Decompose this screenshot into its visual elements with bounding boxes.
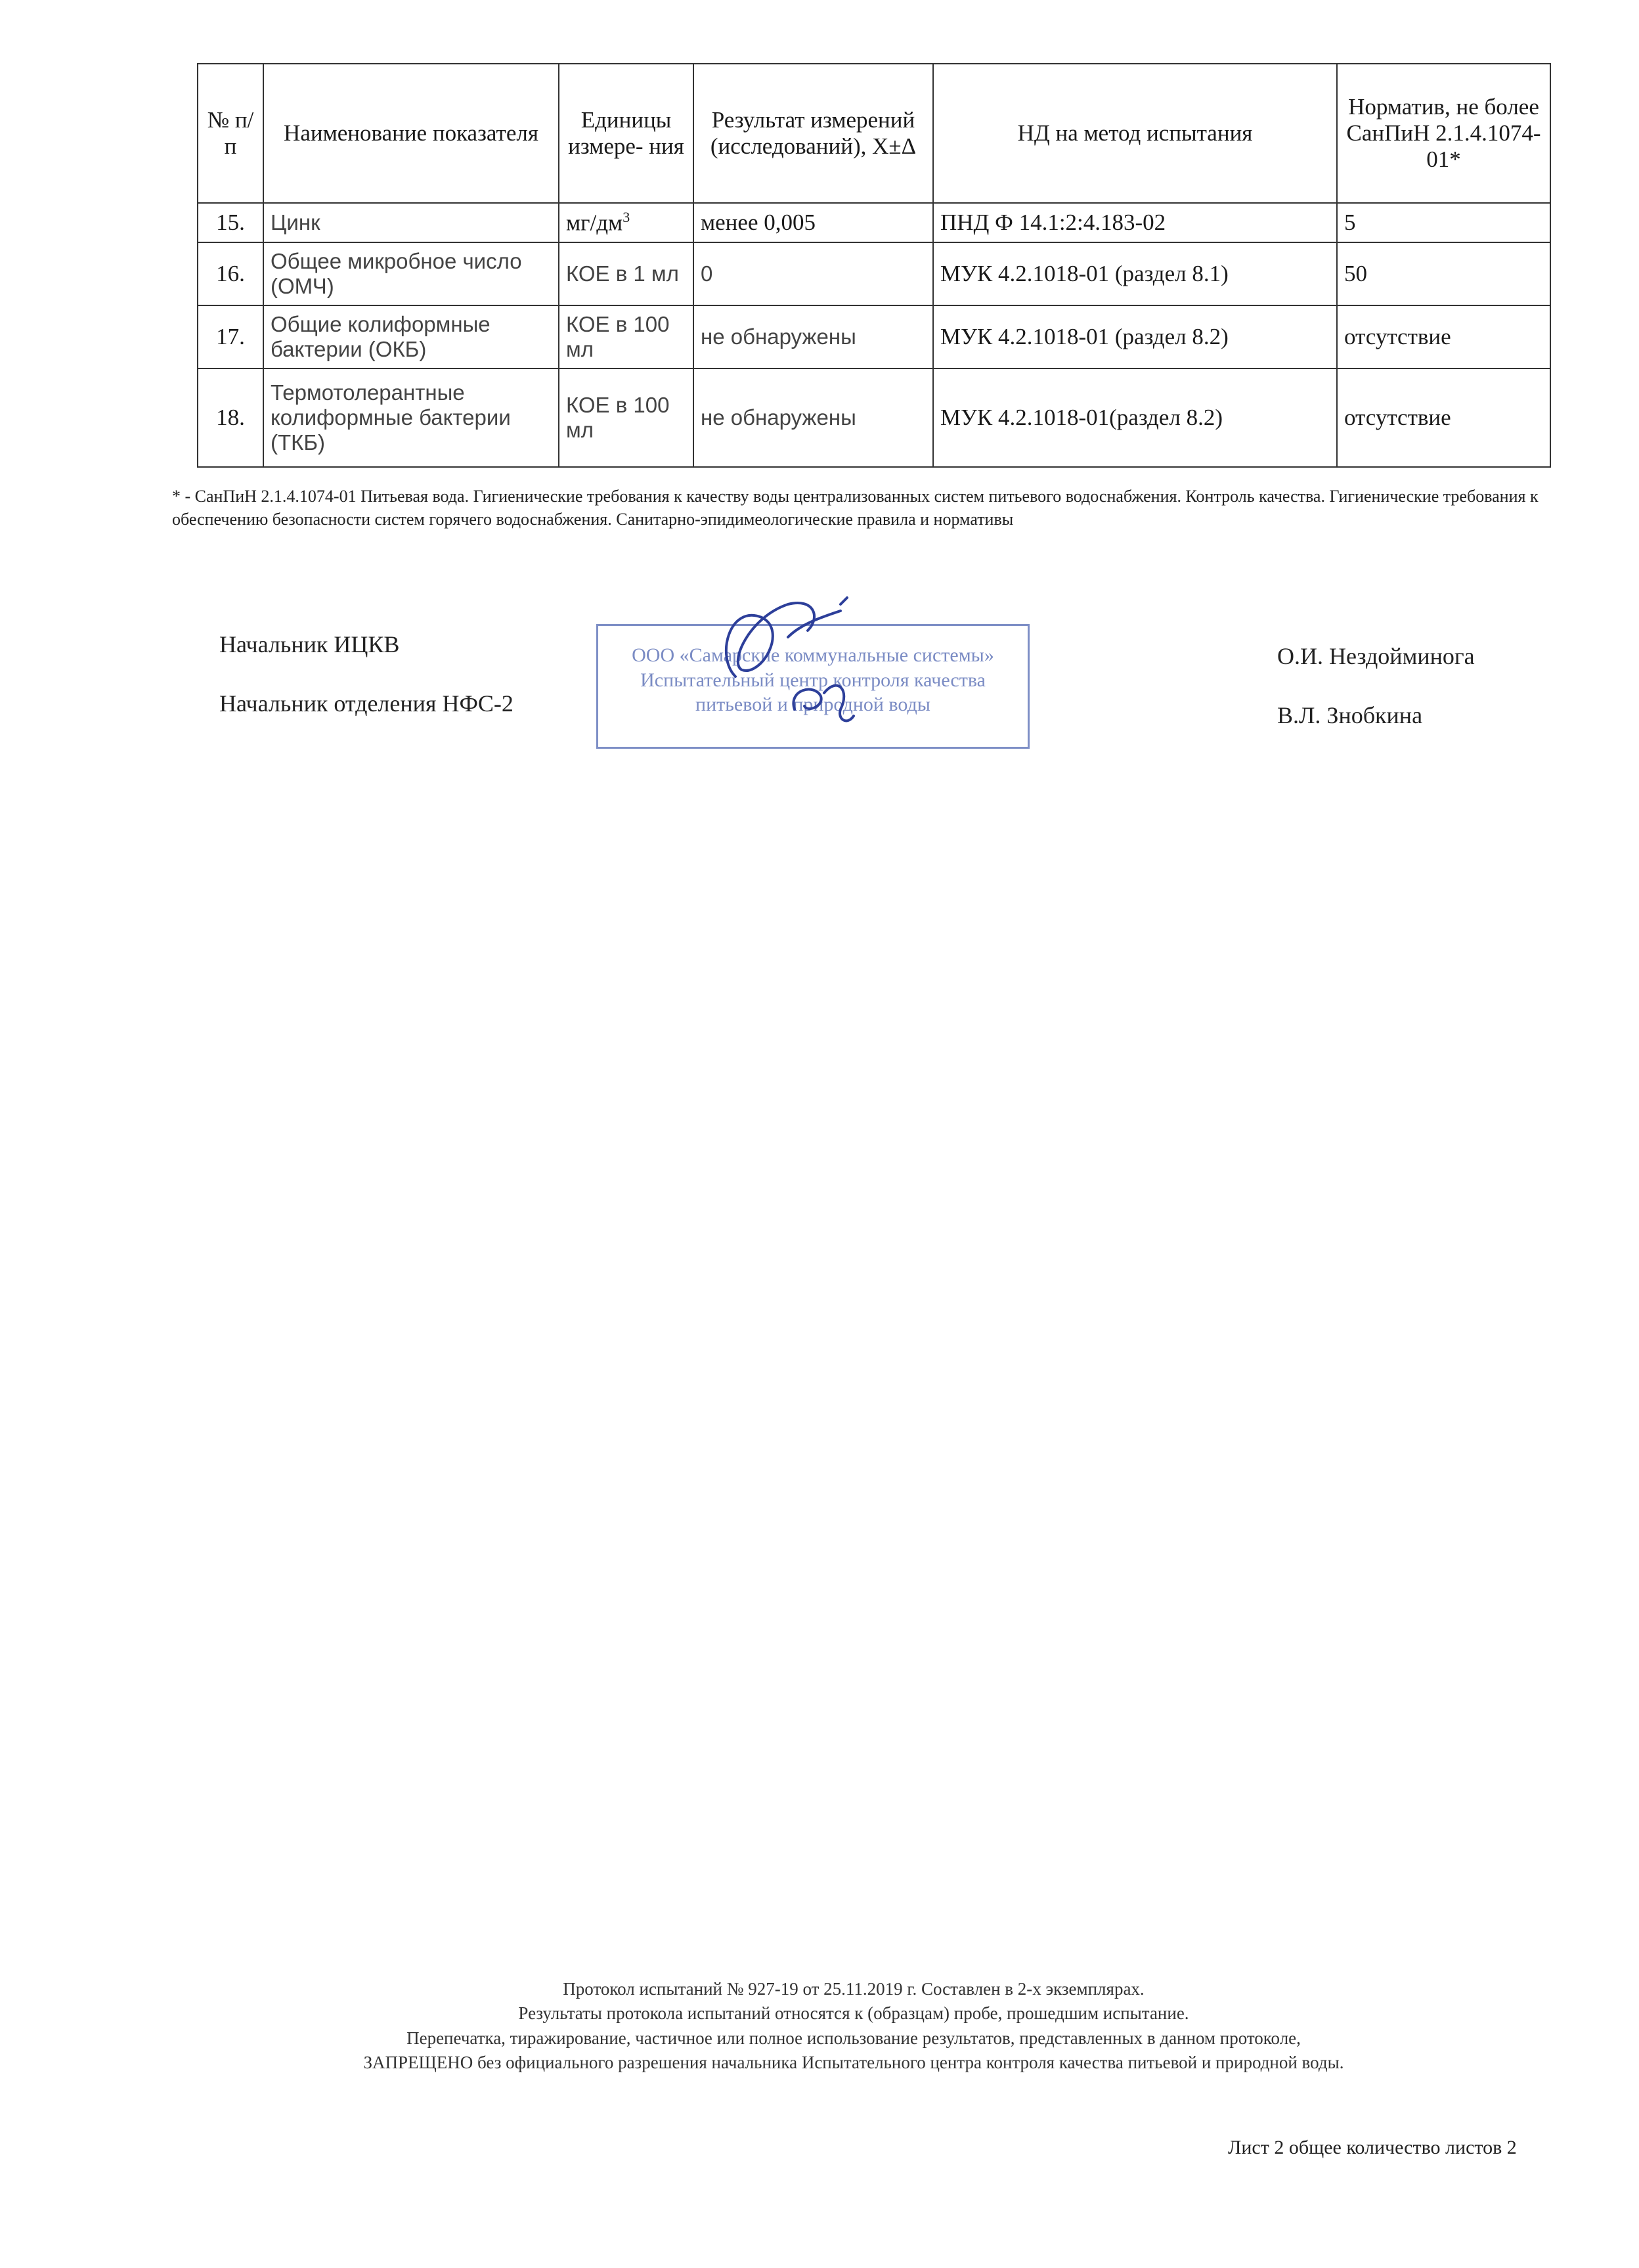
stamp-line-3: питьевой и природной воды [695, 694, 930, 715]
row-norm: 50 [1337, 242, 1550, 305]
footer-line-2: Результаты протокола испытаний относятся к (образцам) пробе, прошедшим испытание. [518, 2003, 1189, 2024]
row-name: Общее микробное число (ОМЧ) [263, 242, 559, 305]
signature-name-department: В.Л. Знобкина [1277, 702, 1423, 728]
handwritten-signature [689, 578, 906, 742]
footer-line-1: Протокол испытаний № 927-19 от 25.11.2019 г. Составлен в 2-х экземплярах. [563, 1979, 1145, 1999]
row-result: не обнаружены [693, 305, 933, 368]
sheet-count: Лист 2 общее количество листов 2 [1228, 2137, 1517, 2158]
row-name: Цинк [263, 203, 559, 242]
row-result: менее 0,005 [693, 203, 933, 242]
row-name: Общие колиформные бактерии (ОКБ) [263, 305, 559, 368]
header-result: Результат измерений (исследований), X±Δ [693, 64, 933, 203]
row-num: 17. [198, 305, 263, 368]
stamp-line-1: ООО «Самарские коммунальные системы» [632, 644, 994, 666]
row-method: ПНД Ф 14.1:2:4.183-02 [933, 203, 1337, 242]
header-method: НД на метод испытания [933, 64, 1337, 203]
stamp-line-2: Испытательный центр контроля качества [640, 669, 986, 691]
row-units: КОЕ в 100 мл [559, 368, 693, 467]
row-method: МУК 4.2.1018-01 (раздел 8.2) [933, 305, 1337, 368]
row-units: КОЕ в 100 мл [559, 305, 693, 368]
header-norm: Норматив, не более СанПиН 2.1.4.1074-01* [1337, 64, 1550, 203]
row-units: $мг/дм^3$ [559, 203, 693, 242]
header-units: Единицы измере- ния [559, 64, 693, 203]
row-num: 18. [198, 368, 263, 467]
signature-name-head: О.И. Нездойминога [1277, 643, 1475, 669]
results-table [197, 63, 1551, 468]
row-name: Термотолерантные колиформные бактерии (ТКБ) [263, 368, 559, 467]
footer-line-4: ЗАПРЕЩЕНО без официального разрешения начальника Испытательного центра контроля качества питьевой и природной воды. [363, 2052, 1344, 2072]
row-method: МУК 4.2.1018-01(раздел 8.2) [933, 368, 1337, 467]
signature-role-head: Начальник ИЦКВ [219, 631, 400, 657]
table-row [198, 242, 1550, 305]
row-norm: 5 [1337, 203, 1550, 242]
table-row [198, 305, 1550, 368]
header-name: Наименование показателя [263, 64, 559, 203]
row-units: КОЕ в 1 мл [559, 242, 693, 305]
row-num: 15. [198, 203, 263, 242]
row-norm: отсутствие [1337, 305, 1550, 368]
footer-line-3: Перепечатка, тиражирование, частичное или полное использование результатов, представленных в данном протоколе, [406, 2028, 1301, 2048]
row-norm: отсутствие [1337, 368, 1550, 467]
row-result: 0 [693, 242, 933, 305]
row-num: 16. [198, 242, 263, 305]
table-row [198, 203, 1550, 242]
footnote: * - СанПиН 2.1.4.1074-01 Питьевая вода. Гигиенические требования к качеству воды централизованных систем питьевого водоснабжения. Контроль качества. Гигиенические требования к обеспечению безопасности систем горячего водоснабжения. Санитарно-эпидимеологические правила и нормативы [172, 487, 1539, 529]
row-result: не обнаружены [693, 368, 933, 467]
table-header-row [198, 64, 1550, 203]
document-footer [197, 1977, 1510, 2075]
row-method: МУК 4.2.1018-01 (раздел 8.1) [933, 242, 1337, 305]
signature-role-department: Начальник отделения НФС-2 [219, 690, 514, 717]
header-num: № п/п [198, 64, 263, 203]
table-row [198, 368, 1550, 467]
